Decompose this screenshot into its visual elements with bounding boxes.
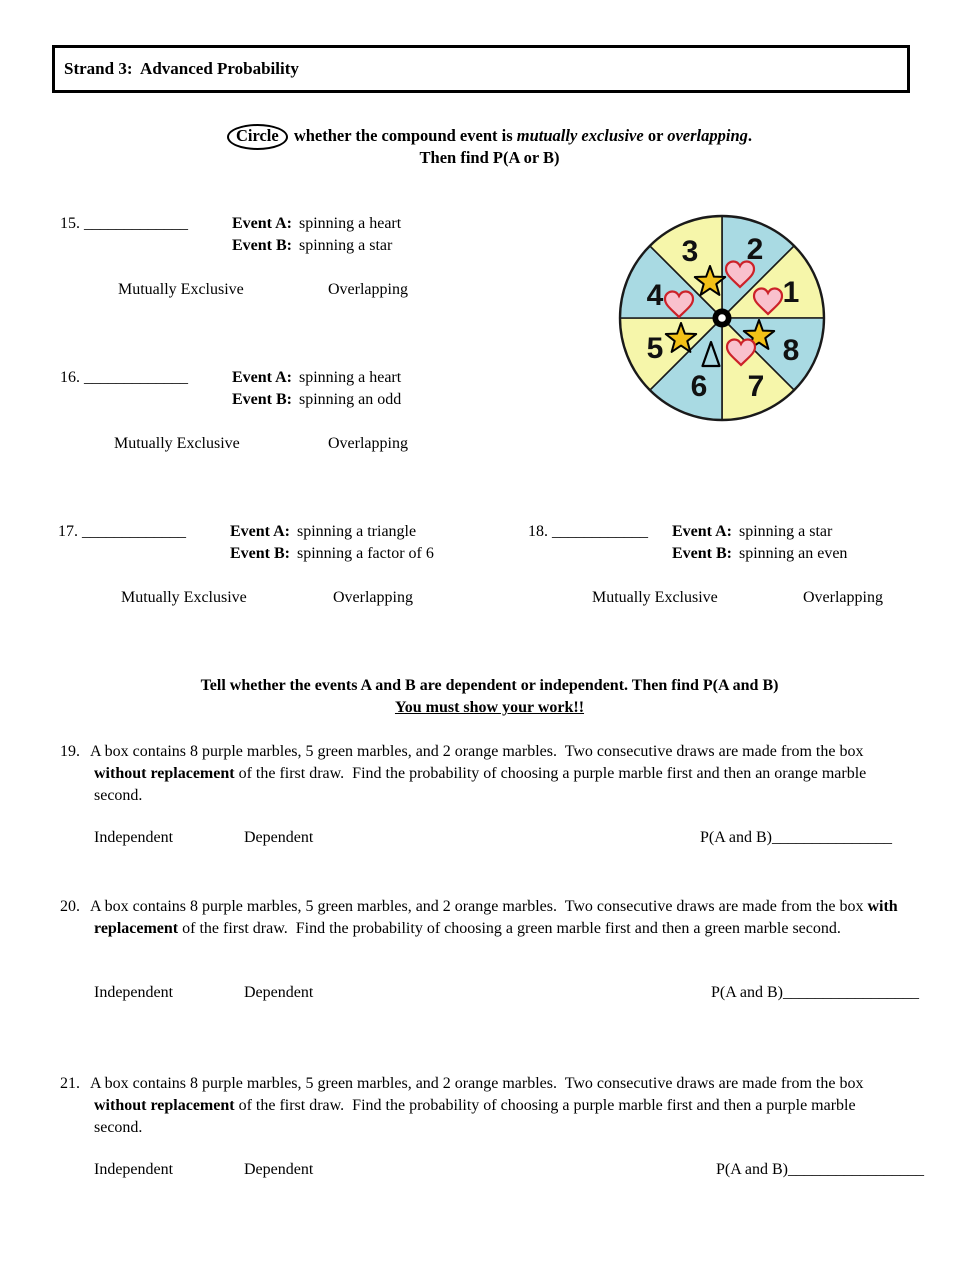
spinner-number-3: 3 <box>681 235 699 268</box>
problem-16-option-overlapping[interactable]: Overlapping <box>328 435 408 452</box>
problem-15-option-mutually-exclusive[interactable]: Mutually Exclusive <box>118 281 244 298</box>
spinner-number-2: 2 <box>746 233 764 266</box>
problem-18-answer-blank[interactable]: ____________ <box>552 523 648 540</box>
problem-18-number: 18. <box>528 523 548 540</box>
problem-20-bold-phrase: with replacement <box>94 898 898 937</box>
problem-17 <box>58 523 528 633</box>
problem-15 <box>60 215 530 325</box>
problem-19-text-2: of the first draw. Find the probability of choosing a purple marble first and then an orange marble second. <box>94 765 867 804</box>
problem-20-options <box>60 984 960 1006</box>
problem-20-number: 20. <box>60 898 80 915</box>
instruction-em-mutually-exclusive: mutually exclusive <box>516 126 644 145</box>
instruction-text-1: whether the compound event is <box>289 126 517 145</box>
problem-16-number: 16. <box>60 369 80 386</box>
problem-21-option-independent[interactable]: Independent <box>94 1161 174 1178</box>
problem-21 <box>60 1073 898 1139</box>
problem-19-bold-phrase: without replacement <box>94 765 235 782</box>
event-b-text: spinning an even <box>739 545 848 562</box>
problem-21-option-dependent[interactable]: Dependent <box>244 1161 314 1178</box>
event-a-label: Event A: <box>672 523 732 540</box>
problem-21-options <box>60 1161 960 1183</box>
event-a-text: spinning a star <box>739 523 833 540</box>
problem-21-text <box>60 1073 898 1139</box>
problem-20 <box>60 896 898 940</box>
problem-19-option-dependent[interactable]: Dependent <box>244 829 314 846</box>
p-a-and-b-label: P(A and B) <box>716 1161 788 1178</box>
circle-word: Circle <box>235 126 279 145</box>
p-a-and-b-blank[interactable]: _________________ <box>783 984 919 1001</box>
p-a-and-b-blank[interactable]: _______________ <box>772 829 892 846</box>
problem-15-option-overlapping[interactable]: Overlapping <box>328 281 408 298</box>
problem-15-answer-blank[interactable]: _____________ <box>84 215 188 232</box>
problem-19-text <box>60 741 898 807</box>
event-a-text: spinning a triangle <box>297 523 417 540</box>
spinner-number-8: 8 <box>782 334 800 367</box>
p-a-and-b-blank[interactable]: _________________ <box>788 1161 924 1178</box>
problem-21-bold-phrase: without replacement <box>94 1097 235 1114</box>
instruction-text-3: . <box>747 126 753 145</box>
problem-20-text <box>60 896 898 940</box>
event-a-text: spinning a heart <box>299 369 402 386</box>
event-b-text: spinning a star <box>299 237 393 254</box>
event-b-label: Event B: <box>232 391 292 408</box>
spinner-number-7: 7 <box>747 370 765 403</box>
problem-16-answer-blank[interactable]: _____________ <box>84 369 188 386</box>
problem-18-option-overlapping[interactable]: Overlapping <box>803 589 883 606</box>
title-box <box>52 45 910 93</box>
problem-21-number: 21. <box>60 1075 80 1092</box>
instruction-line-2: Then find P(A or B) <box>419 148 560 167</box>
problem-19-text-1: A box contains 8 purple marbles, 5 green marbles, and 2 orange marbles. Two consecutive draws are made from the box <box>90 743 864 760</box>
event-b-label: Event B: <box>230 545 290 562</box>
problem-20-text-1: A box contains 8 purple marbles, 5 green marbles, and 2 orange marbles. Two consecutive draws are made from the box <box>90 898 868 915</box>
problem-19 <box>60 741 898 807</box>
instruction-line-1 <box>0 124 979 150</box>
section2-header-line1: Tell whether the events A and B are dependent or independent. Then find P(A and B) <box>200 677 779 694</box>
problem-19-option-independent[interactable]: Independent <box>94 829 174 846</box>
problem-15-number: 15. <box>60 215 80 232</box>
p-a-and-b-label: P(A and B) <box>711 984 783 1001</box>
section2-header-line2: You must show your work!! <box>394 699 585 716</box>
problem-21-p-answer <box>716 1161 924 1179</box>
event-b-text: spinning an odd <box>299 391 402 408</box>
spinner-number-6: 6 <box>690 370 708 403</box>
event-b-text: spinning a factor of 6 <box>297 545 434 562</box>
p-a-and-b-label: P(A and B) <box>700 829 772 846</box>
problem-16-option-mutually-exclusive[interactable]: Mutually Exclusive <box>114 435 240 452</box>
problem-16 <box>60 369 530 479</box>
event-a-text: spinning a heart <box>299 215 402 232</box>
spinner-pin-hole <box>718 314 726 322</box>
spinner-number-4: 4 <box>646 279 664 312</box>
event-a-label: Event A: <box>232 215 292 232</box>
spinner-wheel <box>616 210 828 426</box>
event-a-label: Event A: <box>230 523 290 540</box>
problem-20-option-dependent[interactable]: Dependent <box>244 984 314 1001</box>
problem-18 <box>528 523 979 633</box>
problem-19-number: 19. <box>60 743 80 760</box>
spinner-number-5: 5 <box>646 332 664 365</box>
spinner-number-1: 1 <box>782 276 800 309</box>
problem-17-option-mutually-exclusive[interactable]: Mutually Exclusive <box>121 589 247 606</box>
problem-20-p-answer <box>711 984 919 1002</box>
problem-20-option-independent[interactable]: Independent <box>94 984 174 1001</box>
problem-20-text-2: of the first draw. Find the probability of choosing a green marble first and then a green marble second. <box>178 920 841 937</box>
circle-oval-annotation <box>227 124 288 150</box>
page-title: Strand 3: Advanced Probability <box>64 59 299 78</box>
instruction-text-2: or <box>643 126 668 145</box>
problem-18-option-mutually-exclusive[interactable]: Mutually Exclusive <box>592 589 718 606</box>
problem-17-option-overlapping[interactable]: Overlapping <box>333 589 413 606</box>
problem-17-answer-blank[interactable]: _____________ <box>82 523 186 540</box>
event-b-label: Event B: <box>672 545 732 562</box>
instruction-em-overlapping: overlapping <box>667 126 748 145</box>
problem-17-number: 17. <box>58 523 78 540</box>
problem-21-text-2: of the first draw. Find the probability of choosing a purple marble first and then a purple marble second. <box>94 1097 856 1136</box>
problem-19-p-answer <box>700 829 892 847</box>
problem-21-text-1: A box contains 8 purple marbles, 5 green marbles, and 2 orange marbles. Two consecutive draws are made from the box <box>90 1075 864 1092</box>
event-b-label: Event B: <box>232 237 292 254</box>
problem-19-options <box>60 829 960 851</box>
event-a-label: Event A: <box>232 369 292 386</box>
